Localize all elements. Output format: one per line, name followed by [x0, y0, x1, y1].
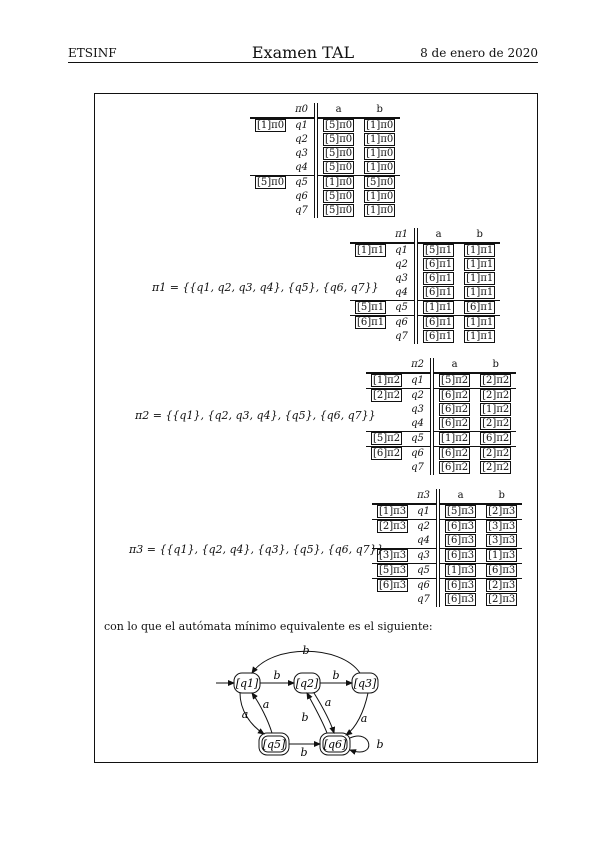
group-cell-text	[377, 535, 379, 546]
transition-a-cell-text: [5]π2	[441, 375, 469, 386]
state-cell-text: q5	[411, 433, 424, 444]
table-row	[366, 461, 516, 475]
transition-b-cell	[481, 534, 522, 549]
table-row	[250, 161, 400, 176]
transition-b-cell	[359, 133, 400, 147]
transition-a-cell-text: [6]π3	[447, 535, 475, 546]
group-cell	[250, 147, 290, 161]
transition-b-cell	[481, 504, 522, 520]
group-cell	[250, 161, 290, 176]
transition-a-cell	[438, 549, 481, 564]
transition-b-cell-text: [1]π0	[366, 134, 394, 145]
group-cell-text	[355, 259, 357, 270]
state-cell-text: q4	[417, 535, 430, 546]
transition-b-cell-text: [1]π1	[466, 245, 494, 256]
transition-a-cell	[432, 461, 475, 475]
group-cell	[250, 118, 290, 133]
transition-b-cell	[459, 316, 500, 331]
state-cell-text: q5	[295, 177, 308, 188]
state-cell-text: q3	[295, 148, 308, 159]
transition-a-cell	[316, 118, 359, 133]
transition-b-cell-text: [1]π0	[366, 120, 394, 131]
edge-label: a	[360, 712, 368, 725]
page-header	[68, 44, 538, 62]
transition-a-cell	[416, 286, 459, 301]
transition-a-cell-text: [6]π2	[441, 404, 469, 415]
table-row	[350, 272, 500, 286]
state-cell-text: q7	[395, 331, 408, 342]
transition-a-cell	[432, 373, 475, 389]
table-row	[250, 190, 400, 204]
transition-b-cell	[359, 190, 400, 204]
edge-q6-loop	[350, 736, 369, 752]
transition-a-cell-text: [1]π2	[441, 433, 469, 444]
group-cell	[350, 286, 390, 301]
group-cell	[350, 258, 390, 272]
state-cell-text: q4	[295, 162, 308, 173]
state-cell	[390, 286, 416, 301]
transition-a-cell	[316, 147, 359, 161]
table-pi3	[372, 489, 522, 607]
transition-a-cell-text: [6]π2	[441, 390, 469, 401]
transition-b-cell	[459, 258, 500, 272]
group-cell	[372, 564, 412, 579]
state-cell	[390, 330, 416, 344]
state-cell	[406, 432, 432, 447]
partition-pi2: π2 = {{q1}, {q2, q3, q4}, {q5}, {q6, q7}}	[135, 409, 376, 422]
transition-a-cell	[438, 593, 481, 607]
state-cell	[412, 520, 438, 535]
transition-a-cell	[432, 432, 475, 447]
table-pi2	[366, 358, 516, 475]
group-cell-text: [5]π3	[379, 565, 407, 576]
transition-b-cell	[359, 161, 400, 176]
transition-b-cell-text: [1]π0	[366, 162, 394, 173]
transition-b-cell-text: [2]π3	[488, 580, 516, 591]
transition-a-cell	[416, 330, 459, 344]
transition-b-cell	[475, 447, 516, 462]
transition-b-cell-text: [3]π3	[488, 521, 516, 532]
group-cell	[350, 330, 390, 344]
table-row	[350, 243, 500, 258]
group-cell	[366, 417, 406, 432]
group-cell-text	[355, 273, 357, 284]
transition-a-cell	[416, 243, 459, 258]
state-cell-text: q6	[411, 448, 424, 459]
transition-a-cell-text: [6]π1	[425, 273, 453, 284]
group-cell	[350, 243, 390, 258]
edge-label: a	[241, 708, 249, 721]
transition-b-cell-text: [2]π2	[482, 375, 510, 386]
partition-pi1: π1 = {{q1, q2, q3, q4}, {q5}, {q6, q7}}	[152, 281, 379, 294]
transition-b-cell	[459, 330, 500, 344]
table-pi-label: π0	[290, 103, 316, 118]
state-cell	[412, 579, 438, 594]
transition-b-cell-text: [2]π3	[488, 506, 516, 517]
col-b: b	[359, 103, 400, 118]
state-cell	[390, 258, 416, 272]
table-row	[372, 549, 522, 564]
group-cell-text: [5]π0	[257, 177, 285, 188]
state-cell-text: q6	[417, 580, 430, 591]
state-cell	[390, 316, 416, 331]
table-pi-label: π3	[412, 489, 438, 504]
transition-b-cell	[359, 118, 400, 133]
transition-a-cell	[316, 190, 359, 204]
state-q2-label: [q2]	[295, 677, 319, 690]
transition-b-cell-text: [2]π2	[482, 390, 510, 401]
table-row	[350, 301, 500, 316]
transition-b-cell	[359, 147, 400, 161]
table-row	[372, 520, 522, 535]
transition-b-cell-text: [1]π0	[366, 191, 394, 202]
group-cell	[372, 593, 412, 607]
group-cell-text	[377, 594, 379, 605]
state-cell-text: q7	[411, 462, 424, 473]
group-cell-text: [6]π1	[357, 317, 385, 328]
transition-b-cell-text: [3]π3	[488, 535, 516, 546]
group-cell	[372, 534, 412, 549]
transition-a-cell	[416, 316, 459, 331]
table-row	[350, 258, 500, 272]
transition-a-cell	[316, 204, 359, 218]
transition-b-cell	[475, 373, 516, 389]
state-cell-text: q4	[411, 418, 424, 429]
state-q6	[320, 733, 350, 755]
transition-b-cell-text: [6]π2	[482, 433, 510, 444]
minimal-automaton	[210, 640, 400, 758]
transition-b-cell	[475, 432, 516, 447]
transition-b-cell-text: [1]π1	[466, 273, 494, 284]
transition-b-cell	[359, 204, 400, 218]
edge-label: a	[262, 698, 270, 711]
table-row	[366, 389, 516, 404]
group-cell	[350, 316, 390, 331]
group-cell	[366, 461, 406, 475]
transition-a-cell-text: [6]π3	[447, 580, 475, 591]
state-cell	[406, 403, 432, 417]
state-cell-text: q1	[395, 245, 408, 256]
table-row	[250, 147, 400, 161]
edge-label: b	[302, 644, 310, 657]
transition-b-cell	[481, 579, 522, 594]
transition-a-cell-text: [6]π2	[441, 448, 469, 459]
transition-b-cell-text: [2]π3	[488, 594, 516, 605]
transition-a-cell	[432, 403, 475, 417]
state-cell-text: q3	[411, 404, 424, 415]
table-row	[350, 286, 500, 301]
group-cell-text: [2]π3	[379, 521, 407, 532]
state-cell-text: q3	[417, 550, 430, 561]
group-cell-text	[371, 418, 373, 429]
state-cell-text: q2	[411, 390, 424, 401]
header-rule	[68, 62, 538, 63]
transition-b-cell-text: [2]π2	[482, 462, 510, 473]
table-row	[366, 447, 516, 462]
state-cell-text: q2	[295, 134, 308, 145]
transition-a-cell	[438, 564, 481, 579]
transition-b-cell-text: [1]π2	[482, 404, 510, 415]
state-cell	[412, 549, 438, 564]
table-row	[250, 118, 400, 133]
state-cell	[412, 593, 438, 607]
state-cell-text: q7	[417, 594, 430, 605]
table-pi-label: π2	[406, 358, 432, 373]
transition-a-cell-text: [6]π1	[425, 287, 453, 298]
transition-a-cell	[438, 504, 481, 520]
transition-a-cell	[438, 534, 481, 549]
transition-a-cell-text: [5]π0	[325, 120, 353, 131]
table-row	[366, 373, 516, 389]
group-cell	[366, 403, 406, 417]
transition-a-cell-text: [5]π0	[325, 148, 353, 159]
transition-a-cell-text: [5]π0	[325, 134, 353, 145]
group-cell-text: [6]π2	[373, 448, 401, 459]
group-cell	[250, 204, 290, 218]
header-left: ETSINF	[68, 46, 117, 60]
group-cell	[372, 579, 412, 594]
transition-b-cell	[459, 243, 500, 258]
table-row	[350, 330, 500, 344]
transition-b-cell-text: [1]π1	[466, 331, 494, 342]
transition-b-cell-text: [1]π0	[366, 205, 394, 216]
group-cell-text	[371, 462, 373, 473]
group-cell-text	[255, 148, 257, 159]
transition-a-cell-text: [5]π0	[325, 205, 353, 216]
transition-a-cell-text: [6]π3	[447, 550, 475, 561]
transition-a-cell	[438, 520, 481, 535]
col-b: b	[481, 489, 522, 504]
group-cell	[350, 272, 390, 286]
transition-a-cell-text: [6]π2	[441, 418, 469, 429]
state-cell	[390, 243, 416, 258]
transition-b-cell	[481, 549, 522, 564]
transition-b-cell-text: [2]π2	[482, 448, 510, 459]
transition-a-cell	[432, 417, 475, 432]
group-cell-text: [6]π3	[379, 580, 407, 591]
state-cell-text: q2	[417, 521, 430, 532]
header-title: Examen TAL	[251, 43, 355, 62]
state-cell	[390, 272, 416, 286]
state-q5-label: [q5]	[262, 738, 286, 751]
group-cell-text: [1]π2	[373, 375, 401, 386]
state-cell-text: q6	[295, 191, 308, 202]
table-row	[372, 593, 522, 607]
state-q6-label: [q6]	[323, 738, 347, 751]
group-cell-text	[255, 162, 257, 173]
transition-b-cell	[481, 564, 522, 579]
group-cell-text: [2]π2	[373, 390, 401, 401]
table-row	[372, 564, 522, 579]
state-q1	[234, 673, 260, 693]
transition-a-cell-text: [6]π3	[447, 521, 475, 532]
table-row	[366, 417, 516, 432]
group-cell-text	[255, 191, 257, 202]
transition-b-cell-text: [6]π3	[488, 565, 516, 576]
table-row	[350, 316, 500, 331]
edge-label: b	[376, 738, 384, 751]
transition-b-cell-text: [1]π1	[466, 259, 494, 270]
edge-label: b	[300, 746, 308, 758]
state-cell-text: q5	[417, 565, 430, 576]
transition-a-cell-text: [6]π1	[425, 331, 453, 342]
group-cell	[366, 373, 406, 389]
state-cell-text: q1	[411, 375, 424, 386]
state-cell	[406, 447, 432, 462]
state-cell	[406, 461, 432, 475]
transition-b-cell-text: [1]π1	[466, 317, 494, 328]
transition-a-cell	[316, 176, 359, 191]
partition-pi3: π3 = {{q1}, {q2, q4}, {q3}, {q5}, {q6, q7}}	[129, 543, 384, 556]
group-cell	[372, 549, 412, 564]
transition-b-cell	[459, 301, 500, 316]
group-cell	[366, 447, 406, 462]
state-cell-text: q1	[417, 506, 430, 517]
transition-b-cell	[459, 272, 500, 286]
header-date: 8 de enero de 2020	[420, 46, 538, 60]
transition-a-cell	[416, 301, 459, 316]
state-cell	[406, 417, 432, 432]
col-a: a	[416, 228, 459, 243]
conclusion-text: con lo que el autómata mínimo equivalente es el siguiente:	[104, 620, 433, 633]
state-cell	[290, 176, 316, 191]
state-cell-text: q1	[295, 120, 308, 131]
table-row	[250, 133, 400, 147]
group-cell-text	[255, 205, 257, 216]
edge-label: b	[273, 669, 281, 682]
group-cell-text	[255, 134, 257, 145]
group-cell	[366, 389, 406, 404]
transition-a-cell	[438, 579, 481, 594]
state-q2	[294, 673, 320, 693]
group-cell	[250, 133, 290, 147]
col-a: a	[438, 489, 481, 504]
group-cell-text: [1]π1	[357, 245, 385, 256]
transition-a-cell-text: [1]π0	[325, 177, 353, 188]
state-cell-text: q4	[395, 287, 408, 298]
group-cell-text	[355, 331, 357, 342]
transition-b-cell-text: [2]π2	[482, 418, 510, 429]
group-cell	[366, 432, 406, 447]
col-a: a	[316, 103, 359, 118]
state-cell-text: q3	[395, 273, 408, 284]
state-cell	[290, 147, 316, 161]
transition-a-cell-text: [5]π3	[447, 506, 475, 517]
group-cell-text: [1]π0	[257, 120, 285, 131]
state-cell	[290, 133, 316, 147]
transition-a-cell	[416, 272, 459, 286]
table-pi0	[250, 103, 400, 218]
state-cell	[390, 301, 416, 316]
transition-b-cell	[481, 593, 522, 607]
transition-b-cell	[481, 520, 522, 535]
table-pi1	[350, 228, 500, 344]
transition-a-cell-text: [5]π0	[325, 191, 353, 202]
state-cell	[406, 373, 432, 389]
group-cell	[372, 520, 412, 535]
state-cell	[290, 190, 316, 204]
transition-b-cell	[475, 403, 516, 417]
state-cell	[406, 389, 432, 404]
transition-a-cell-text: [6]π1	[425, 259, 453, 270]
transition-a-cell-text: [1]π3	[447, 565, 475, 576]
transition-b-cell	[475, 389, 516, 404]
edge-label: b	[332, 669, 340, 682]
state-cell	[290, 204, 316, 218]
state-cell-text: q5	[395, 302, 408, 313]
state-cell	[412, 504, 438, 520]
transition-b-cell	[359, 176, 400, 191]
state-cell	[290, 161, 316, 176]
transition-a-cell-text: [5]π0	[325, 162, 353, 173]
group-cell-text	[355, 287, 357, 298]
table-row	[250, 204, 400, 218]
transition-a-cell-text: [1]π1	[425, 302, 453, 313]
col-b: b	[475, 358, 516, 373]
table-pi-label: π1	[390, 228, 416, 243]
group-cell-text	[371, 404, 373, 415]
state-cell	[412, 534, 438, 549]
edge-label: a	[324, 696, 332, 709]
transition-a-cell-text: [6]π3	[447, 594, 475, 605]
table-row	[250, 176, 400, 191]
group-cell	[372, 504, 412, 520]
transition-b-cell-text: [6]π1	[466, 302, 494, 313]
group-cell	[250, 176, 290, 191]
transition-a-cell-text: [6]π1	[425, 317, 453, 328]
table-row	[372, 534, 522, 549]
state-cell-text: q2	[395, 259, 408, 270]
col-b: b	[459, 228, 500, 243]
state-cell	[412, 564, 438, 579]
col-a: a	[432, 358, 475, 373]
table-row	[366, 403, 516, 417]
transition-a-cell	[316, 161, 359, 176]
transition-b-cell	[475, 417, 516, 432]
state-cell-text: q6	[395, 317, 408, 328]
state-q3	[352, 673, 378, 693]
state-cell	[290, 118, 316, 133]
transition-a-cell-text: [6]π2	[441, 462, 469, 473]
transition-a-cell	[416, 258, 459, 272]
group-cell-text: [3]π3	[379, 550, 407, 561]
transition-a-cell	[432, 389, 475, 404]
group-cell-text: [1]π3	[379, 506, 407, 517]
transition-b-cell-text: [5]π0	[366, 177, 394, 188]
table-row	[372, 504, 522, 520]
transition-b-cell-text: [1]π0	[366, 148, 394, 159]
transition-b-cell	[459, 286, 500, 301]
state-q5	[259, 733, 289, 755]
table-row	[366, 432, 516, 447]
transition-a-cell	[316, 133, 359, 147]
transition-b-cell-text: [1]π1	[466, 287, 494, 298]
transition-b-cell	[475, 461, 516, 475]
group-cell-text: [5]π2	[373, 433, 401, 444]
state-q1-label: [q1]	[235, 677, 259, 690]
group-cell	[350, 301, 390, 316]
group-cell-text: [5]π1	[357, 302, 385, 313]
state-cell-text: q7	[295, 205, 308, 216]
edge-label: b	[301, 711, 309, 724]
table-row	[372, 579, 522, 594]
state-q3-label: [q3]	[353, 677, 377, 690]
group-cell	[250, 190, 290, 204]
transition-a-cell-text: [5]π1	[425, 245, 453, 256]
transition-a-cell	[432, 447, 475, 462]
transition-b-cell-text: [1]π3	[488, 550, 516, 561]
